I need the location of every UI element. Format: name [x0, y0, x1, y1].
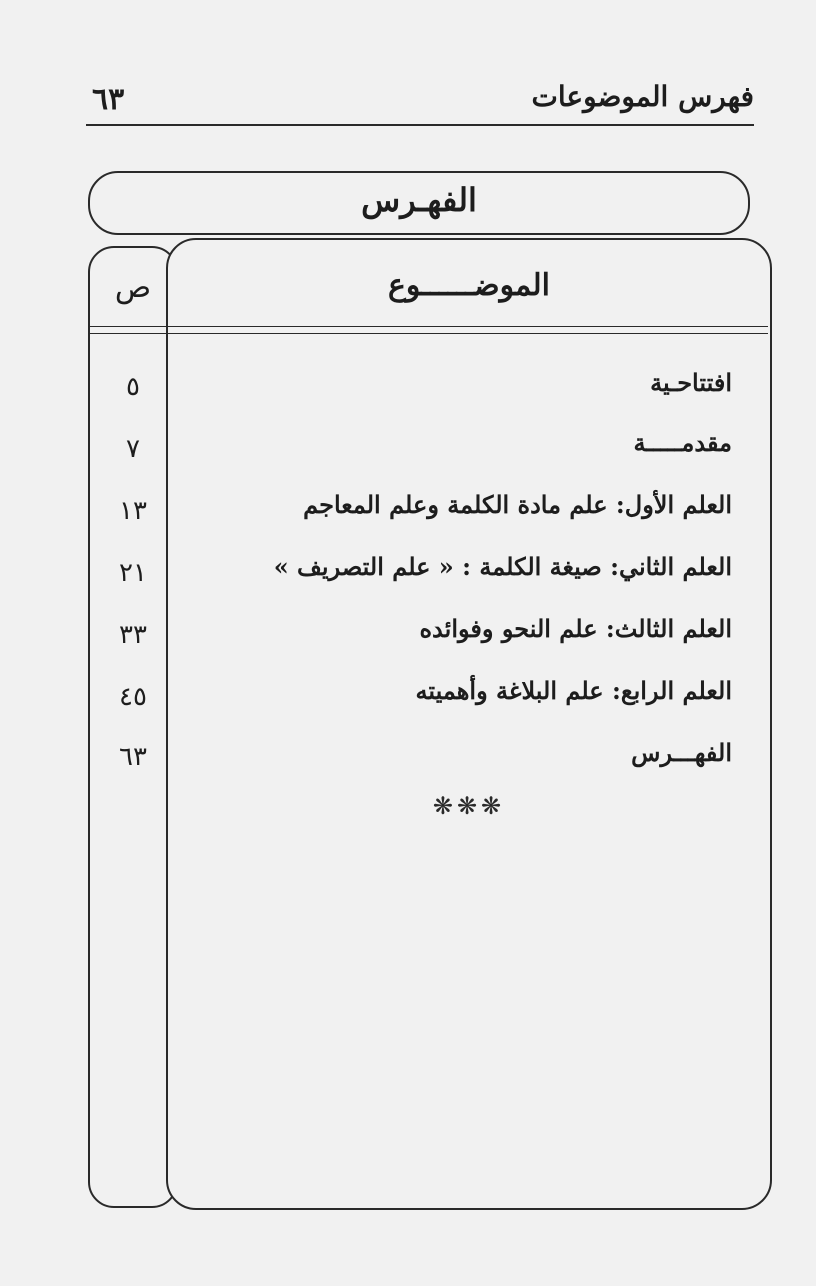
index-title: الفهـرس [361, 181, 477, 219]
header-divider [90, 333, 768, 334]
entry-page: ٦٣ [119, 742, 147, 772]
entry-title: مقدمـــــة [633, 428, 732, 457]
entry-title: العلم الرابع: علم البلاغة وأهميته [415, 676, 732, 705]
end-of-index-mark: ❋❋❋ [432, 792, 506, 820]
entry-page: ٢١ [119, 558, 147, 588]
entry-page: ٣٣ [119, 620, 147, 650]
entry-page: ٤٥ [119, 682, 147, 712]
page-number: ٦٣ [92, 82, 125, 117]
index-title-box [88, 171, 750, 235]
entry-title: افتتاحـية [650, 368, 732, 397]
page-column-header: ص [114, 270, 152, 305]
entry-page: ١٣ [119, 496, 147, 526]
entry-title: العلم الثالث: علم النحو وفوائده [419, 614, 732, 643]
entry-page: ٥ [126, 372, 140, 402]
running-header-title: فهرس الموضوعات [531, 80, 754, 113]
entry-title: العلم الأول: علم مادة الكلمة وعلم المعاجم [303, 490, 732, 519]
entry-title: العلم الثاني: صيغة الكلمة : « علم التصريف » [273, 552, 732, 581]
entry-page: ٧ [126, 434, 140, 464]
header-divider [90, 326, 768, 327]
topic-column-header: الموضــــــوع [388, 268, 550, 303]
entry-title: الفهـــرس [631, 738, 732, 767]
running-header [86, 78, 754, 126]
